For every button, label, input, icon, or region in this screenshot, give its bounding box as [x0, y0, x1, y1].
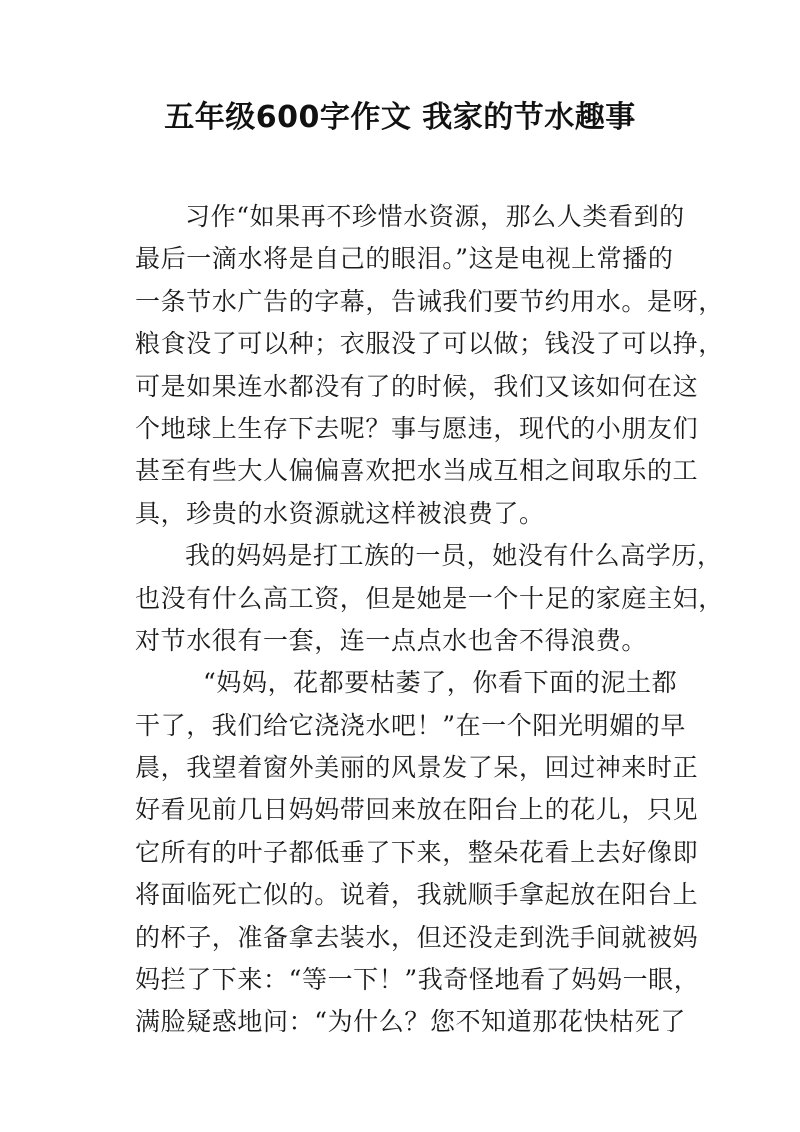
- text-line: 习作“如果再不珍惜水资源，那么人类看到的: [185, 202, 685, 231]
- text-line: 将面临死亡似的。说着，我就顺手拿起放在阳台上: [135, 880, 699, 910]
- text-line: 干了，我们给它浇浇水吧！”在一个阳光明媚的早: [135, 710, 686, 740]
- text-line: 对节水很有一套，连一点点水也舍不得浪费。: [135, 625, 648, 655]
- text-line: 可是如果连水都没有了的时候，我们又该如何在这: [135, 371, 699, 401]
- text-line: 晨，我望着窗外美丽的风景发了呆，回过神来时正: [135, 753, 699, 783]
- text-line: 一条节水广告的字幕，告诫我们要节约用水。是呀，: [135, 286, 724, 316]
- text-line: 妈拦了下来：“等一下！”我奇怪地看了妈妈一眼，: [135, 965, 700, 995]
- text-line: 它所有的叶子都低垂了下来，整朵花看上去好像即: [135, 837, 699, 867]
- text-line: 粮食没了可以种；衣服没了可以做；钱没了可以挣，: [135, 329, 724, 359]
- text-line: 的杯子，准备拿去装水，但还没走到洗手间就被妈: [135, 922, 699, 952]
- text-line: 我的妈妈是打工族的一员，她没有什么高学历，: [185, 541, 723, 571]
- text-line: 满脸疑惑地问：“为什么？您不知道那花快枯死了: [135, 1007, 686, 1037]
- text-line: 个地球上生存下去呢？事与愿违，现代的小朋友们: [135, 413, 699, 443]
- text-line: 好看见前几日妈妈带回来放在阳台上的花儿，只见: [135, 795, 699, 825]
- text-line: 最后一滴水将是自己的眼泪。”这是电视上常播的: [135, 244, 674, 274]
- text-line: 也没有什么高工资，但是她是一个十足的家庭主妇，: [135, 583, 724, 613]
- text-line: 甚至有些大人偏偏喜欢把水当成互相之间取乐的工: [135, 456, 699, 486]
- article-body: [135, 196, 724, 1044]
- text-line: 具，珍贵的水资源就这样被浪费了。: [135, 498, 545, 528]
- page-title: 五年级600字作文 我家的节水趣事: [164, 100, 636, 135]
- text-line: “妈妈，花都要枯萎了，你看下面的泥土都: [203, 668, 678, 698]
